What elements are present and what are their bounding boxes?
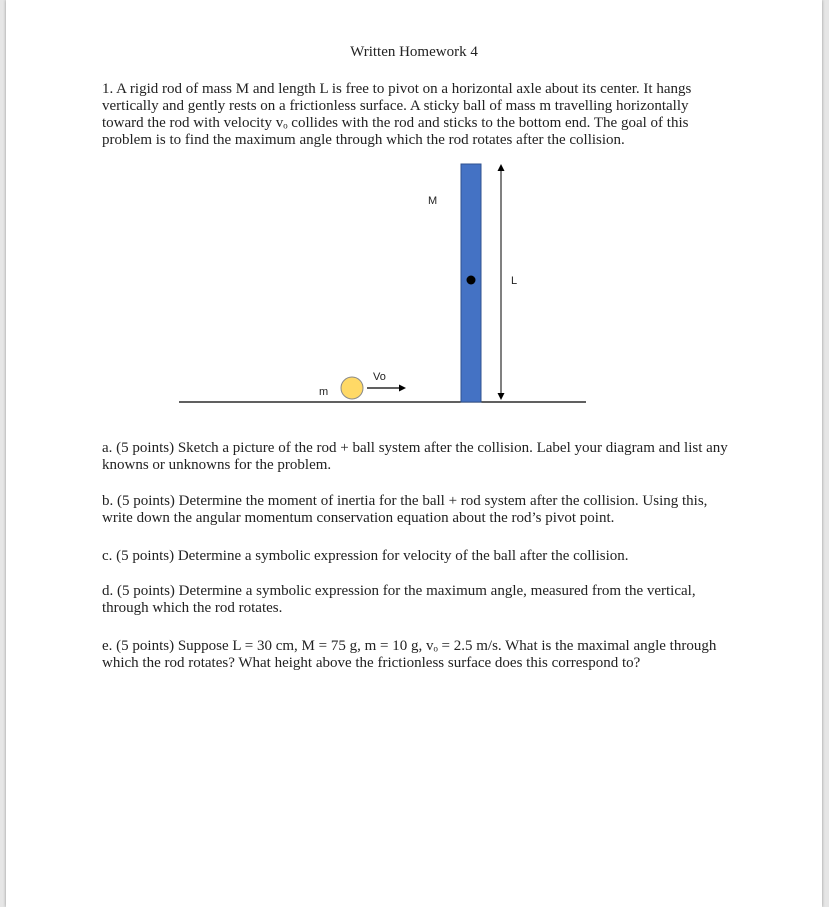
- sticky-ball: [341, 377, 363, 399]
- part-d: d. (5 points) Determine a symbolic expression for the maximum angle, measured from the vertical, through which the rod rotates.: [102, 583, 696, 616]
- part-c: c. (5 points) Determine a symbolic expression for velocity of the ball after the collision.: [102, 548, 629, 564]
- part-a: a. (5 points) Sketch a picture of the rod + ball system after the collision. Label your diagram and list any knowns or unknowns for the problem.: [102, 440, 728, 473]
- length-arrow-bottom: [498, 393, 505, 400]
- ball-mass-label: m: [319, 386, 329, 398]
- rod-mass-label: M: [428, 195, 438, 207]
- part-e: e. (5 points) Suppose L = 30 cm, M = 75 g, m = 10 g, vₒ = 2.5 m/s. What is the maximal angle through which the rod rotates? What height above the frictionless surface does this correspond to?: [102, 638, 717, 671]
- document-page: [6, 0, 822, 907]
- problem-intro: 1. A rigid rod of mass M and length L is free to pivot on a horizontal axle about its center. It hangs vertically and gently rests on a frictionless surface. A sticky ball of mass m travelling horizontally toward the rod with velocity vₒ collides with the rod and sticks to the bottom end. The goal of this problem is to find the maximum angle through which the rod rotates after the collision.: [102, 81, 692, 148]
- length-arrow-top: [498, 164, 505, 171]
- part-b: b. (5 points) Determine the moment of inertia for the ball + rod system after the collision. Using this, write down the angular momentum conservation equation about the rod’s pivot point.: [102, 493, 708, 526]
- velocity-arrowhead: [399, 385, 406, 392]
- problem-figure: [6, 160, 822, 420]
- velocity-label: Vo: [373, 371, 386, 383]
- pivot-point: [467, 276, 476, 285]
- length-label: L: [511, 275, 518, 287]
- page-title: Written Homework 4: [350, 44, 478, 60]
